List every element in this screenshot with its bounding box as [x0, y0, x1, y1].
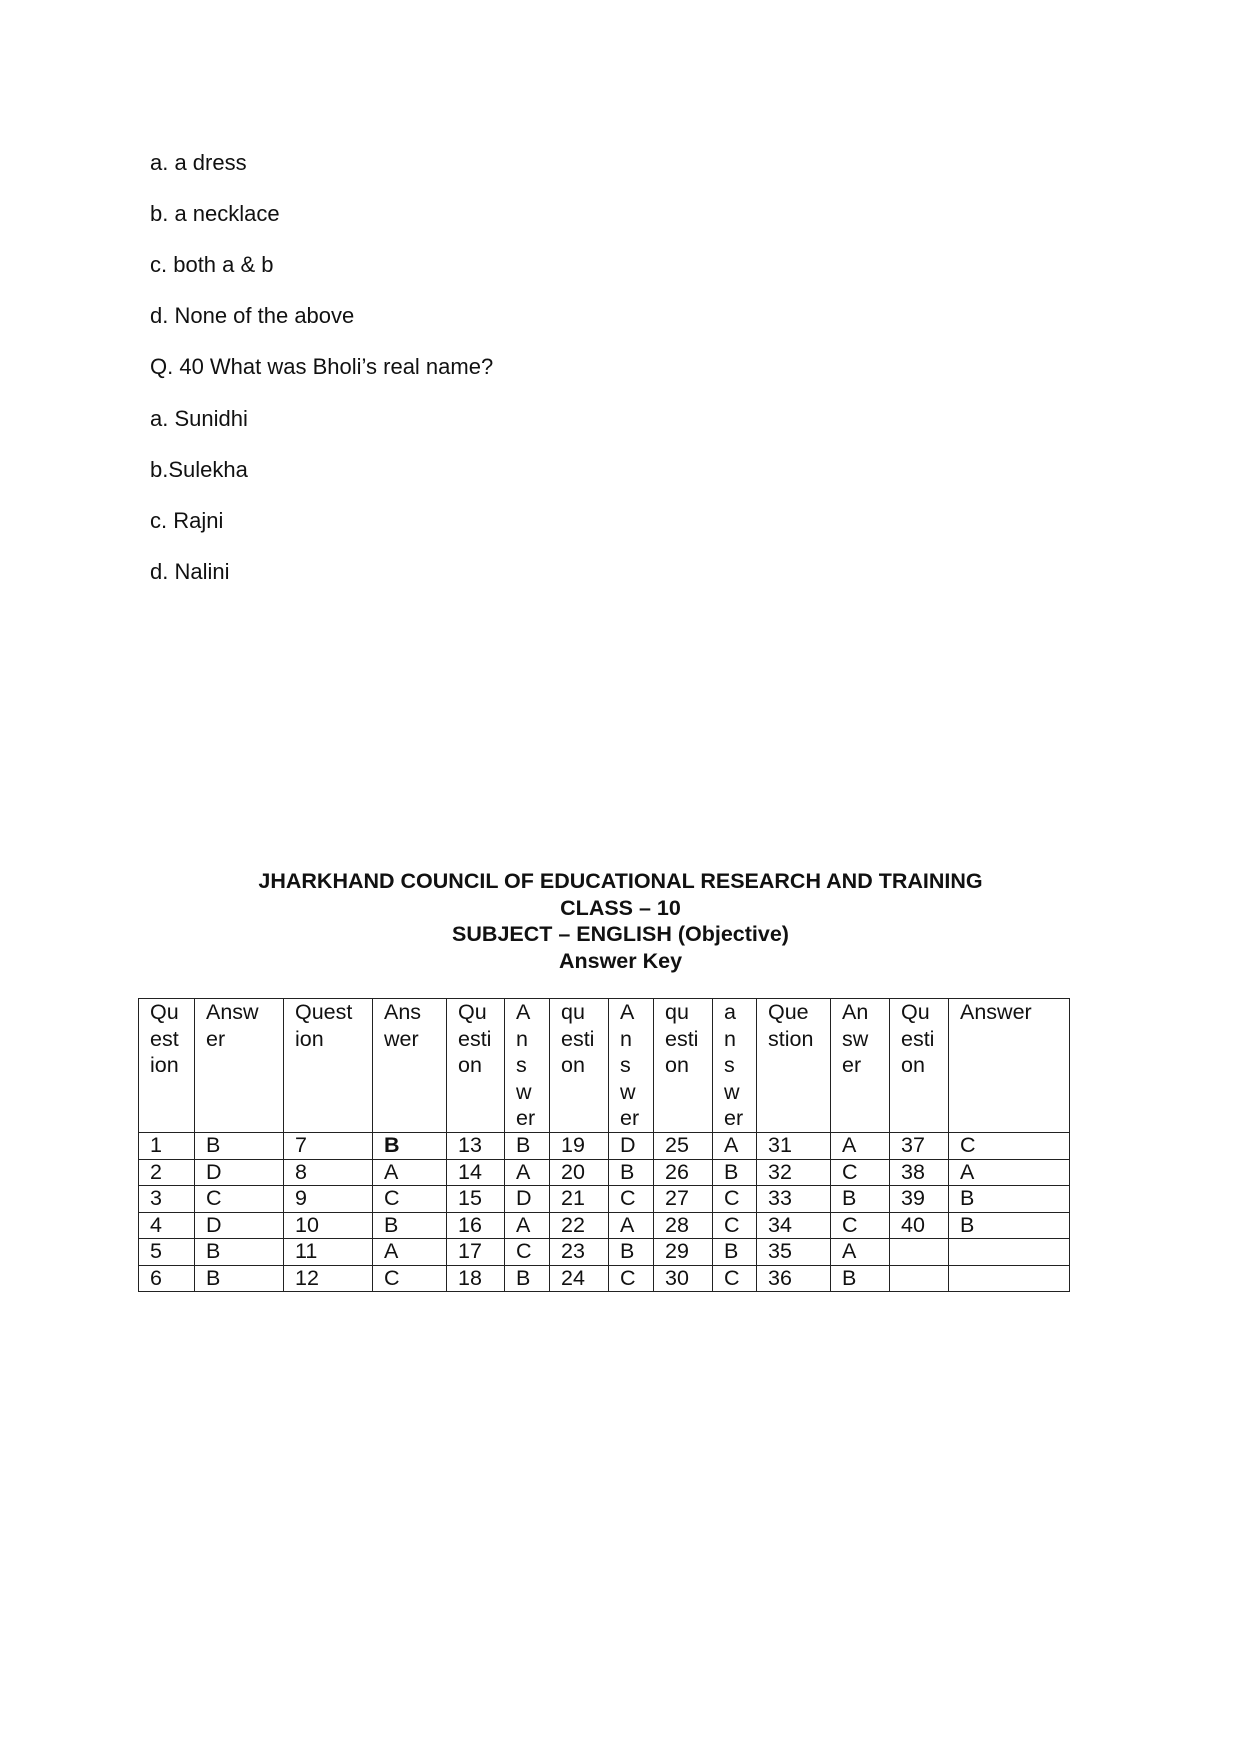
answer-cell: A	[373, 1239, 447, 1266]
question-number-cell: 6	[139, 1265, 195, 1292]
q40-option-c: c. Rajni	[150, 508, 224, 533]
question-number-cell: 11	[284, 1239, 373, 1266]
question-number-cell	[890, 1239, 949, 1266]
class-title: CLASS – 10	[560, 895, 681, 920]
question-number-cell: 39	[890, 1186, 949, 1213]
question-40: Q. 40 What was Bholi’s real name?	[150, 354, 494, 379]
question-number-cell: 17	[447, 1239, 505, 1266]
answer-cell: D	[609, 1133, 654, 1160]
question-number-cell: 29	[654, 1239, 713, 1266]
answer-cell: B	[195, 1239, 284, 1266]
answer-cell: B	[831, 1265, 890, 1292]
question-column-header: Qu esti on	[447, 999, 505, 1133]
question-column-header: Que stion	[757, 999, 831, 1133]
answer-key-title: Answer Key	[558, 948, 683, 973]
q40-option-b: b.Sulekha	[150, 457, 248, 482]
question-number-cell: 3	[139, 1186, 195, 1213]
q40-option-d: d. Nalini	[150, 559, 230, 584]
answer-cell: C	[609, 1265, 654, 1292]
question-number-cell: 14	[447, 1159, 505, 1186]
question-column-header: Quest ion	[284, 999, 373, 1133]
answer-cell: C	[949, 1133, 1070, 1160]
question-number-cell: 28	[654, 1212, 713, 1239]
answer-cell: C	[609, 1186, 654, 1213]
answer-cell: D	[195, 1159, 284, 1186]
answer-cell: B	[609, 1239, 654, 1266]
answer-cell: C	[713, 1212, 757, 1239]
answer-cell: B	[949, 1212, 1070, 1239]
question-column-header: Qu est ion	[139, 999, 195, 1133]
answer-cell	[949, 1239, 1070, 1266]
question-number-cell: 7	[284, 1133, 373, 1160]
question-number-cell: 24	[550, 1265, 609, 1292]
question-number-cell: 22	[550, 1212, 609, 1239]
question-number-cell: 18	[447, 1265, 505, 1292]
question-number-cell: 32	[757, 1159, 831, 1186]
question-number-cell: 26	[654, 1159, 713, 1186]
table-row	[139, 1133, 1070, 1160]
question-number-cell: 13	[447, 1133, 505, 1160]
question-number-cell: 19	[550, 1133, 609, 1160]
answer-cell: C	[373, 1186, 447, 1213]
question-number-cell: 30	[654, 1265, 713, 1292]
answer-cell: B	[373, 1212, 447, 1239]
answer-cell: C	[713, 1186, 757, 1213]
question-number-cell: 8	[284, 1159, 373, 1186]
answer-cell: A	[609, 1212, 654, 1239]
answer-cell: A	[949, 1159, 1070, 1186]
question-number-cell	[890, 1265, 949, 1292]
question-number-cell: 21	[550, 1186, 609, 1213]
question-number-cell: 38	[890, 1159, 949, 1186]
answer-cell: C	[831, 1159, 890, 1186]
table-row	[139, 1186, 1070, 1213]
question-number-cell: 10	[284, 1212, 373, 1239]
question-number-cell: 33	[757, 1186, 831, 1213]
answer-cell: C	[373, 1265, 447, 1292]
answer-cell	[949, 1265, 1070, 1292]
question-number-cell: 16	[447, 1212, 505, 1239]
answer-cell: B	[609, 1159, 654, 1186]
answer-cell: B	[713, 1239, 757, 1266]
question-number-cell: 20	[550, 1159, 609, 1186]
question-number-cell: 2	[139, 1159, 195, 1186]
question-number-cell: 1	[139, 1133, 195, 1160]
answer-cell: C	[195, 1186, 284, 1213]
question-column-header: qu esti on	[550, 999, 609, 1133]
option-c-both: c. both a & b	[150, 252, 274, 277]
answer-column-header: Ans wer	[373, 999, 447, 1133]
answer-key-table	[138, 998, 1070, 1292]
answer-cell: D	[195, 1212, 284, 1239]
answer-column-header: Answ er	[195, 999, 284, 1133]
question-number-cell: 4	[139, 1212, 195, 1239]
council-title: JHARKHAND COUNCIL OF EDUCATIONAL RESEARCH AND TRAINING	[258, 869, 983, 893]
question-number-cell: 25	[654, 1133, 713, 1160]
question-number-cell: 31	[757, 1133, 831, 1160]
answer-cell: D	[505, 1186, 550, 1213]
answer-cell: C	[505, 1239, 550, 1266]
answer-cell: C	[713, 1265, 757, 1292]
question-column-header: qu esti on	[654, 999, 713, 1133]
subject-title: SUBJECT – ENGLISH (Objective)	[452, 922, 789, 946]
question-number-cell: 9	[284, 1186, 373, 1213]
question-number-cell: 27	[654, 1186, 713, 1213]
answer-cell: B	[949, 1186, 1070, 1213]
question-number-cell: 37	[890, 1133, 949, 1160]
question-number-cell: 36	[757, 1265, 831, 1292]
answer-key-header-row	[139, 999, 1070, 1133]
answer-cell: B	[713, 1159, 757, 1186]
answer-cell: A	[831, 1239, 890, 1266]
answer-key-heading	[0, 868, 1241, 974]
answer-cell: B	[831, 1186, 890, 1213]
answer-cell: A	[505, 1159, 550, 1186]
answer-column-header: An sw er	[831, 999, 890, 1133]
option-d-none: d. None of the above	[150, 303, 355, 328]
question-number-cell: 5	[139, 1239, 195, 1266]
question-number-cell: 12	[284, 1265, 373, 1292]
answer-column-header: a n s w er	[713, 999, 757, 1133]
answer-cell: A	[713, 1133, 757, 1160]
answer-cell: A	[505, 1212, 550, 1239]
answer-cell: B	[373, 1133, 447, 1160]
answer-column-header: A n s w er	[505, 999, 550, 1133]
answer-cell: B	[505, 1265, 550, 1292]
answer-cell: A	[831, 1133, 890, 1160]
question-number-cell: 35	[757, 1239, 831, 1266]
table-row	[139, 1265, 1070, 1292]
table-row	[139, 1239, 1070, 1266]
table-row	[139, 1159, 1070, 1186]
answer-cell: A	[373, 1159, 447, 1186]
answer-cell: B	[505, 1133, 550, 1160]
question-number-cell: 34	[757, 1212, 831, 1239]
answer-cell: C	[831, 1212, 890, 1239]
q40-option-a: a. Sunidhi	[150, 406, 248, 431]
answer-cell: B	[195, 1265, 284, 1292]
answer-cell: B	[195, 1133, 284, 1160]
question-column-header: Qu esti on	[890, 999, 949, 1133]
table-row	[139, 1212, 1070, 1239]
answer-column-header: A n s w er	[609, 999, 654, 1133]
question-number-cell: 23	[550, 1239, 609, 1266]
option-a-dress: a. a dress	[150, 150, 247, 175]
answer-column-header: Answer	[949, 999, 1070, 1133]
question-number-cell: 40	[890, 1212, 949, 1239]
answer-key-body	[139, 1133, 1070, 1292]
option-b-necklace: b. a necklace	[150, 201, 280, 226]
question-number-cell: 15	[447, 1186, 505, 1213]
